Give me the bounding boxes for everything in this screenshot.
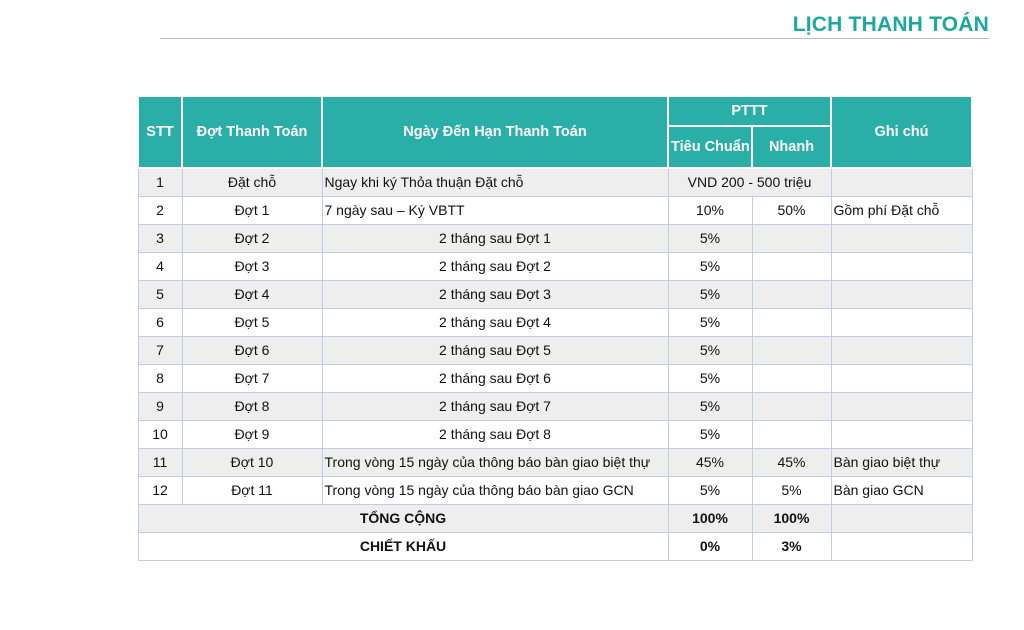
table-row: [138, 392, 972, 420]
cell-due: 2 tháng sau Đợt 3: [322, 280, 668, 308]
discount-note: [831, 532, 972, 560]
cell-fast: [752, 252, 831, 280]
header-pttt: PTTT: [668, 96, 831, 126]
cell-installment: Đợt 6: [182, 336, 322, 364]
cell-due: 2 tháng sau Đợt 4: [322, 308, 668, 336]
cell-note: [831, 364, 972, 392]
cell-note: Bàn giao GCN: [831, 476, 972, 504]
cell-due: Trong vòng 15 ngày của thông báo bàn giao GCN: [322, 476, 668, 504]
cell-stt: 7: [138, 336, 182, 364]
cell-stt: 3: [138, 224, 182, 252]
header-note: Ghi chú: [831, 96, 972, 168]
cell-fast: [752, 224, 831, 252]
cell-installment: Đợt 7: [182, 364, 322, 392]
cell-standard: 10%: [668, 196, 752, 224]
total-standard: 100%: [668, 504, 752, 532]
cell-standard: 5%: [668, 280, 752, 308]
cell-standard: 5%: [668, 476, 752, 504]
cell-installment: Đợt 3: [182, 252, 322, 280]
table-row: [138, 224, 972, 252]
cell-standard: 5%: [668, 364, 752, 392]
header-standard: Tiêu Chuẩn: [668, 126, 752, 168]
cell-due: 7 ngày sau – Ký VBTT: [322, 196, 668, 224]
cell-due: Ngay khi ký Thỏa thuận Đặt chỗ: [322, 168, 668, 196]
cell-due: 2 tháng sau Đợt 5: [322, 336, 668, 364]
cell-installment: Đợt 1: [182, 196, 322, 224]
cell-stt: 11: [138, 448, 182, 476]
cell-installment: Đợt 11: [182, 476, 322, 504]
discount-row: [138, 532, 972, 560]
table-row: [138, 252, 972, 280]
cell-standard: 45%: [668, 448, 752, 476]
cell-fast: [752, 308, 831, 336]
cell-stt: 9: [138, 392, 182, 420]
cell-stt: 10: [138, 420, 182, 448]
cell-installment: Đợt 9: [182, 420, 322, 448]
cell-installment: Đợt 8: [182, 392, 322, 420]
cell-installment: Đợt 5: [182, 308, 322, 336]
cell-stt: 12: [138, 476, 182, 504]
cell-stt: 6: [138, 308, 182, 336]
table-row: [138, 364, 972, 392]
cell-stt: 8: [138, 364, 182, 392]
header-stt: STT: [138, 96, 182, 168]
cell-due: 2 tháng sau Đợt 6: [322, 364, 668, 392]
cell-standard: 5%: [668, 308, 752, 336]
cell-note: [831, 224, 972, 252]
cell-deposit-amount: VND 200 - 500 triệu: [668, 168, 831, 196]
cell-stt: 4: [138, 252, 182, 280]
cell-standard: 5%: [668, 336, 752, 364]
header-installment: Đợt Thanh Toán: [182, 96, 322, 168]
cell-note: [831, 280, 972, 308]
cell-fast: [752, 364, 831, 392]
cell-fast: [752, 392, 831, 420]
discount-standard: 0%: [668, 532, 752, 560]
payment-schedule-table: [137, 95, 973, 561]
cell-standard: 5%: [668, 420, 752, 448]
cell-due: 2 tháng sau Đợt 2: [322, 252, 668, 280]
cell-installment: Đợt 4: [182, 280, 322, 308]
cell-standard: 5%: [668, 224, 752, 252]
table-row: [138, 308, 972, 336]
cell-installment: Đợt 2: [182, 224, 322, 252]
cell-note: Gồm phí Đặt chỗ: [831, 196, 972, 224]
header-fast: Nhanh: [752, 126, 831, 168]
cell-stt: 2: [138, 196, 182, 224]
cell-standard: 5%: [668, 392, 752, 420]
cell-note: [831, 336, 972, 364]
total-label: TỔNG CỘNG: [138, 504, 668, 532]
title-divider: [160, 38, 989, 39]
table-row: [138, 280, 972, 308]
cell-installment: Đặt chỗ: [182, 168, 322, 196]
cell-fast: 45%: [752, 448, 831, 476]
cell-fast: 5%: [752, 476, 831, 504]
cell-installment: Đợt 10: [182, 448, 322, 476]
cell-due: 2 tháng sau Đợt 8: [322, 420, 668, 448]
table-row: [138, 420, 972, 448]
cell-note: [831, 308, 972, 336]
cell-fast: 50%: [752, 196, 831, 224]
cell-note: [831, 420, 972, 448]
cell-note: [831, 252, 972, 280]
table-row: [138, 476, 972, 504]
cell-note: [831, 392, 972, 420]
cell-due: Trong vòng 15 ngày của thông báo bàn giao biệt thự: [322, 448, 668, 476]
header-due-date: Ngày Đến Hạn Thanh Toán: [322, 96, 668, 168]
discount-label: CHIẾT KHẤU: [138, 532, 668, 560]
table-row: [138, 168, 972, 196]
cell-due: 2 tháng sau Đợt 1: [322, 224, 668, 252]
cell-fast: [752, 420, 831, 448]
table-row: [138, 336, 972, 364]
cell-stt: 1: [138, 168, 182, 196]
total-fast: 100%: [752, 504, 831, 532]
cell-note: [831, 168, 972, 196]
cell-stt: 5: [138, 280, 182, 308]
cell-note: Bàn giao biệt thự: [831, 448, 972, 476]
table-row: [138, 448, 972, 476]
total-row: [138, 504, 972, 532]
total-note: [831, 504, 972, 532]
table-row: [138, 196, 972, 224]
cell-fast: [752, 336, 831, 364]
discount-fast: 3%: [752, 532, 831, 560]
cell-fast: [752, 280, 831, 308]
cell-due: 2 tháng sau Đợt 7: [322, 392, 668, 420]
cell-standard: 5%: [668, 252, 752, 280]
page-title: LỊCH THANH TOÁN: [792, 13, 989, 36]
